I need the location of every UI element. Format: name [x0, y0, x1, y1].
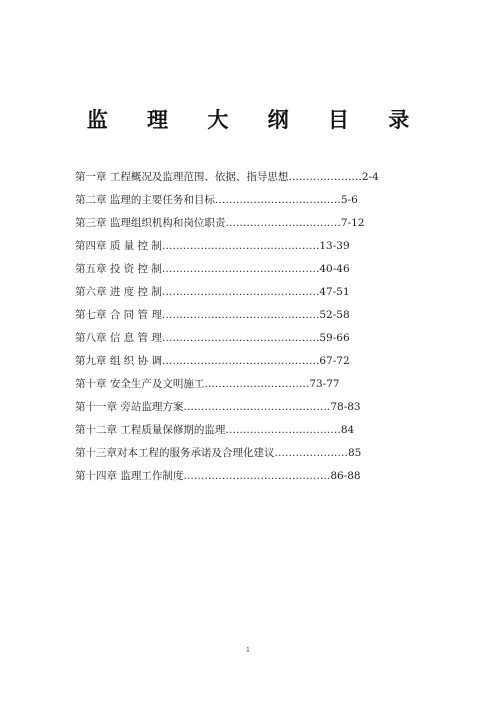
page-number: 1: [246, 647, 250, 654]
toc-entry-chapter-8: 第八章 信 息 管 理………………………………………59-66: [75, 332, 350, 344]
toc-entry-chapter-4: 第四章 质 量 控 制………………………………………13-39: [75, 240, 350, 252]
toc-entry-chapter-7: 第七章 合 同 管 理………………………………………52-58: [75, 309, 350, 321]
toc-entry-chapter-13: 第十三章对本工程的服务承诺及合理化建议…………………85: [75, 447, 362, 459]
toc-entry-chapter-14: 第十四章 监理工作制度……………………………………86-88: [75, 470, 361, 482]
toc-entry-chapter-10: 第十章 安全生产及文明施工…………………………73-77: [75, 378, 340, 390]
toc-entry-chapter-11: 第十一章 旁站监理方案……………………………………78-83: [75, 401, 361, 413]
toc-entry-chapter-12: 第十二章 工程质量保修期的监理……………………………84: [75, 424, 355, 436]
toc-entry-chapter-3: 第三章 监理组织机构和岗位职责……………………………7-12: [75, 217, 365, 229]
table-of-contents: [75, 166, 435, 488]
toc-entry-chapter-5: 第五章 投 资 控 制………………………………………40-46: [75, 263, 350, 275]
toc-entry-chapter-6: 第六章 进 度 控 制………………………………………47-51: [75, 286, 350, 298]
toc-entry-chapter-9: 第九章 组 织 协 调………………………………………67-72: [75, 355, 350, 367]
page-title: 监 理 大 纲 目 录: [86, 108, 426, 132]
toc-entry-chapter-1: 第一章 工程概况及监理范围、依据、指导思想…………………2-4: [75, 171, 379, 183]
toc-entry-chapter-2: 第二章 监理的主要任务和目标………………………………5-6: [75, 194, 358, 206]
